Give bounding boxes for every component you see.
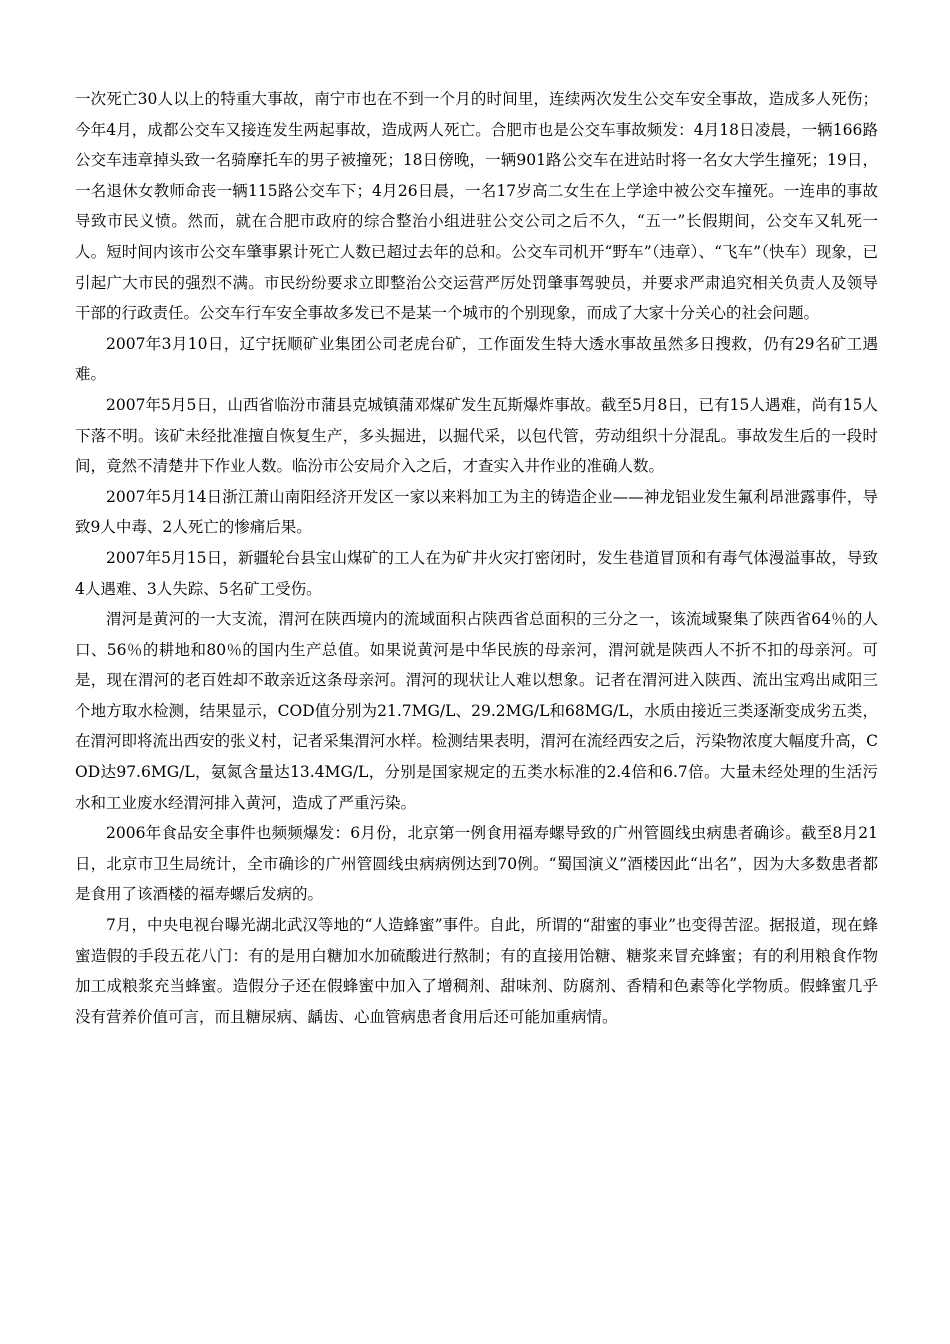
document-body — [75, 84, 878, 1032]
paragraph-xiaoshan-leak: 2007年5月14日浙江萧山南阳经济开发区一家以来料加工为主的铸造企业——神龙铝业发生氟利昂泄露事件，导致9人中毒、2人死亡的惨痛后果。 — [75, 487, 878, 537]
paragraph-weihe-pollution: 渭河是黄河的一大支流，渭河在陕西境内的流域面积占陕西省总面积的三分之一，该流域聚集了陕西省64％的人口、56％的耕地和80％的国内生产总值。如果说黄河是中华民族的母亲河，渭河就是陕西人不折不扣的母亲河。可是，现在渭河的老百姓却不敢亲近这条母亲河。渭河的现状让人难以想象。记者在渭河进入陕西、流出宝鸡出咸阳三个地方取水检测，结果显示，COD值分别为21.7MG/L、29.2MG/L和68MG/L，水质由接近三类逐渐变成劣五类，在渭河即将流出西安的张义村，记者采集渭河水样。检测结果表明，渭河在流经西安之后，污染物浓度大幅度升高，COD达97.6MG/L，氨氮含量达13.4MG/L，分别是国家规定的五类水标准的2.4倍和6.7倍。大量未经处理的生活污水和工业废水经渭河排入黄河，造成了严重污染。 — [75, 610, 879, 812]
paragraph-linfen-mine: 2007年5月5日，山西省临汾市蒲县克城镇蒲邓煤矿发生瓦斯爆炸事故。截至5月8日，已有15人遇难，尚有15人下落不明。该矿未经批准擅自恢复生产，多头掘进，以掘代采，以包代管，劳动组织十分混乱。事故发生后的一段时间，竟然不清楚井下作业人数。临汾市公安局介入之后，才查实入井作业的准确人数。 — [75, 395, 878, 476]
paragraph-fushun-mine: 2007年3月10日，辽宁抚顺矿业集团公司老虎台矿，工作面发生特大透水事故虽然多日搜救，仍有29名矿工遇难。 — [75, 334, 878, 384]
paragraph-bus-accidents: 一次死亡30人以上的特重大事故，南宁市也在不到一个月的时间里，连续两次发生公交车安全事故，造成多人死伤；今年4月，成都公交车又接连发生两起事故，造成两人死亡。合肥市也是公交车事故频发：4月18日凌晨，一辆166路公交车违章掉头致一名骑摩托车的男子被撞死；18日傍晚，一辆901路公交车在进站时将一名女大学生撞死；19日，一名退休女教师命丧一辆115路公交车下；4月26日晨，一名17岁高二女生在上学途中被公交车撞死。一连串的事故导致市民义愤。然而，就在合肥市政府的综合整治小组进驻公交公司之后不久，“五一”长假期间，公交车又轧死一人。短时间内该市公交车肇事累计死亡人数已超过去年的总和。公交车司机开“野车”（违章）、“飞车”（快车）现象，已引起广大市民的强烈不满。市民纷纷要求立即整治公交运营严厉处罚肇事驾驶员，并要求严肃追究相关负责人及领导干部的行政责任。公交车行车安全事故多发已不是某一个城市的个别现象，而成了大家十分关心的社会问题。 — [75, 90, 878, 323]
paragraph-fake-honey: 7月，中央电视台曝光湖北武汉等地的“人造蜂蜜”事件。自此，所谓的“甜蜜的事业”也变得苦涩。据报道，现在蜂蜜造假的手段五花八门：有的是用白糖加水加硫酸进行熬制；有的直接用饴糖、糖浆来冒充蜂蜜；有的利用粮食作物加工成粮浆充当蜂蜜。造假分子还在假蜂蜜中加入了增稠剂、甜味剂、防腐剂、香精和色素等化学物质。假蜂蜜几乎没有营养价值可言，而且糖尿病、龋齿、心血管病患者食用后还可能加重病情。 — [75, 916, 878, 1026]
paragraph-luntai-mine: 2007年5月15日，新疆轮台县宝山煤矿的工人在为矿井火灾打密闭时，发生巷道冒顶和有毒气体漫溢事故，导致4人遇难、3人失踪、5名矿工受伤。 — [75, 548, 878, 598]
paragraph-food-safety: 2006年食品安全事件也频频爆发：6月份，北京第一例食用福寿螺导致的广州管圆线虫病患者确诊。截至8月21日，北京市卫生局统计，全市确诊的广州管圆线虫病病例达到70例。“蜀国演义”酒楼因此“出名”，因为大多数患者都是食用了该酒楼的福寿螺后发病的。 — [75, 824, 878, 904]
